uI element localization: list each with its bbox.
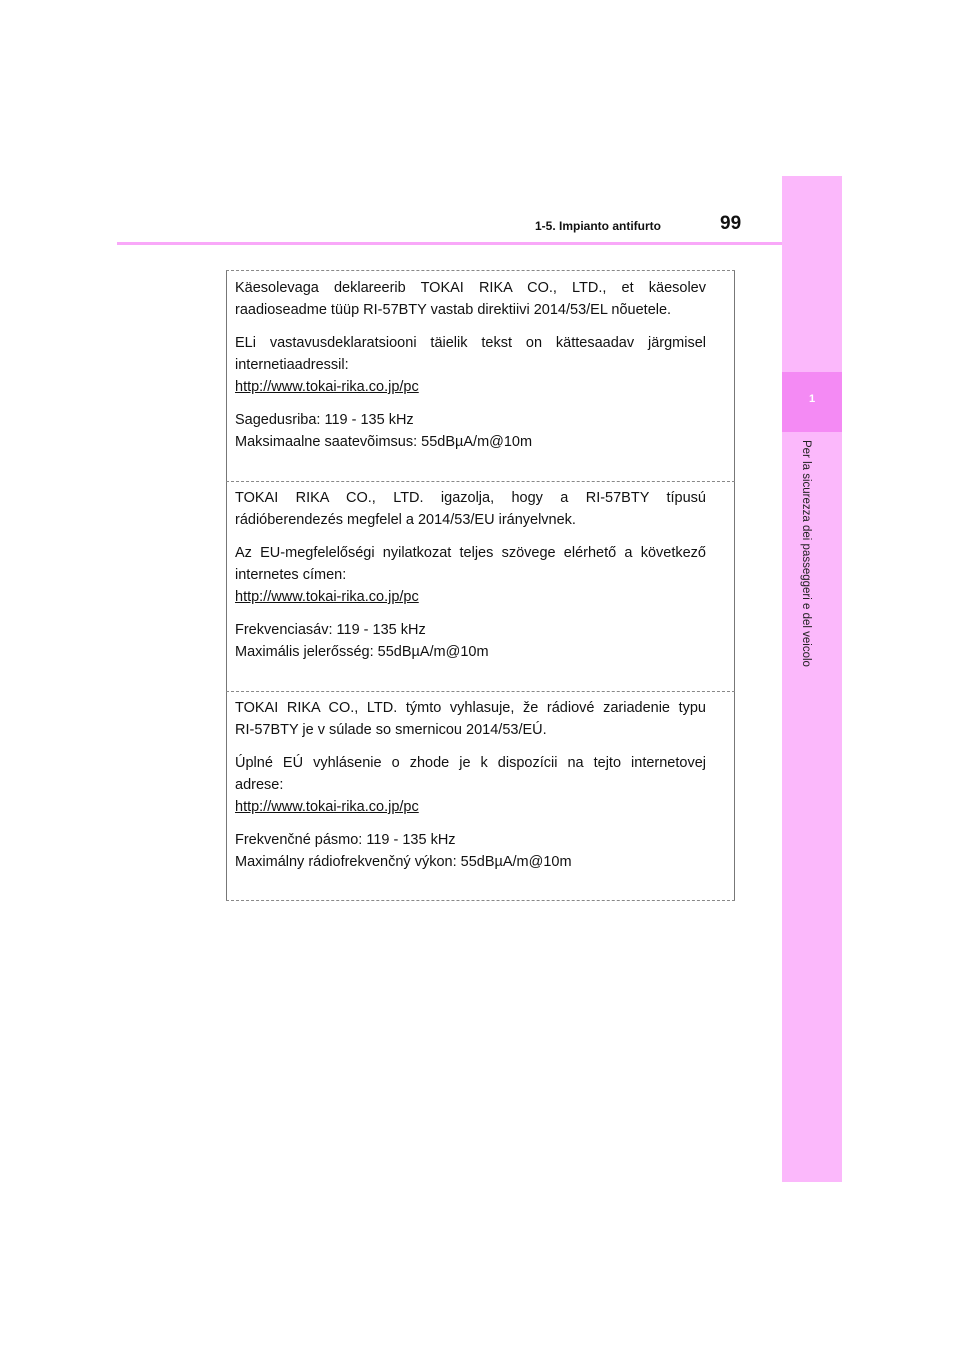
section-title: 1-5. Impianto antifurto	[535, 219, 661, 233]
spec-line: Maximálny rádiofrekvenčný výkon: 55dBµA/m@10m	[235, 854, 572, 870]
info-line: Az EU-megfelelőségi nyilatkozat teljes szövege elérhető a következő	[235, 545, 706, 561]
chapter-number: 1	[808, 393, 816, 405]
section-divider	[226, 481, 735, 482]
box-bottom-border	[226, 900, 735, 901]
chapter-sidebar	[782, 176, 842, 1182]
spec-line: Frekvenciasáv: 119 - 135 kHz	[235, 622, 426, 638]
box-top-border	[226, 270, 735, 271]
declaration-link[interactable]: http://www.tokai-rika.co.jp/pc	[235, 379, 419, 395]
spec-line: Frekvenčné pásmo: 119 - 135 kHz	[235, 832, 456, 848]
spec-line: Maksimaalne saatevõimsus: 55dBµA/m@10m	[235, 434, 533, 450]
spec-line: Maximális jelerősség: 55dBµA/m@10m	[235, 644, 489, 660]
header-rule	[117, 242, 782, 245]
chapter-title: Per la sicurezza dei passeggeri e del veicolo	[800, 440, 812, 667]
intro-line: TOKAI RIKA CO., LTD. igazolja, hogy a RI-57BTY típusú	[235, 490, 706, 506]
spec-line: Sagedusriba: 119 - 135 kHz	[235, 412, 414, 428]
declaration-hungarian	[227, 483, 734, 663]
intro-line: Käesolevaga deklareerib TOKAI RIKA CO., LTD., et käesolev	[235, 280, 706, 296]
info-line: ELi vastavusdeklaratsiooni täielik tekst on kättesaadav järgmisel	[235, 335, 706, 351]
declaration-link[interactable]: http://www.tokai-rika.co.jp/pc	[235, 589, 419, 605]
intro-line: TOKAI RIKA CO., LTD. týmto vyhlasuje, že rádiové zariadenie typu	[235, 700, 706, 716]
info-line: internetes címen:	[235, 567, 347, 583]
declarations-box	[226, 270, 735, 900]
page-number: 99	[720, 213, 742, 234]
info-line: internetiaadressil:	[235, 357, 349, 373]
intro-line: raadioseadme tüüp RI-57BTY vastab direktiivi 2014/53/EL nõuetele.	[235, 302, 672, 318]
info-line: Úplné EÚ vyhlásenie o zhode je k dispozícii na tejto internetovej	[235, 755, 706, 771]
intro-line: RI-57BTY je v súlade so smernicou 2014/53/EÚ.	[235, 722, 547, 738]
info-line: adrese:	[235, 777, 284, 793]
declaration-link[interactable]: http://www.tokai-rika.co.jp/pc	[235, 799, 419, 815]
declaration-slovak	[227, 693, 734, 873]
intro-line: rádióberendezés megfelel a 2014/53/EU irányelvnek.	[235, 512, 576, 528]
declaration-estonian	[227, 273, 734, 453]
section-divider	[226, 691, 735, 692]
